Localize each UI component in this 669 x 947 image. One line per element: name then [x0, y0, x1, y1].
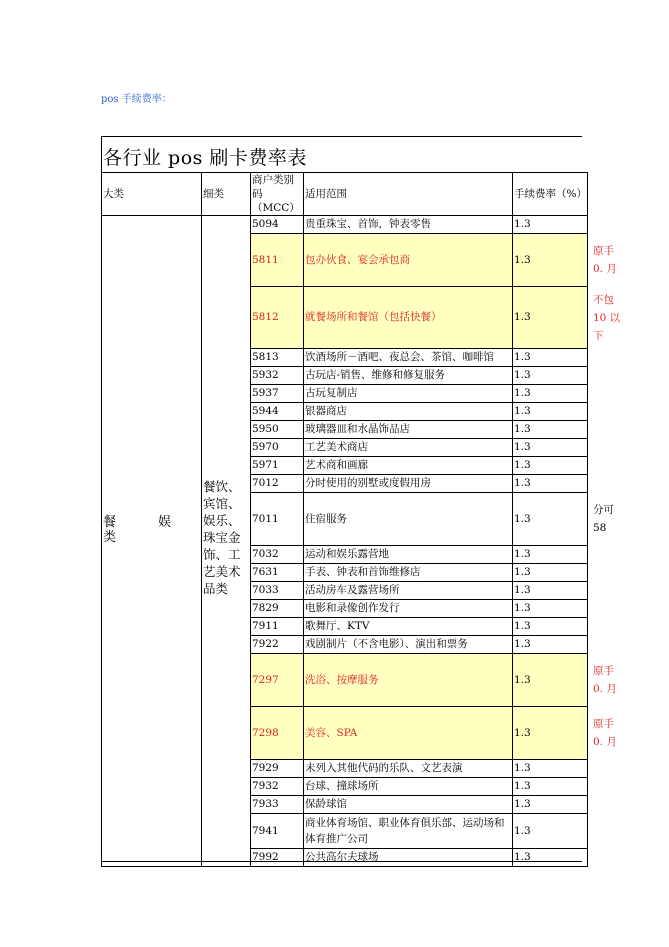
rate-cell: 1.3	[513, 778, 588, 796]
mcc-cell: 7932	[251, 778, 304, 796]
scope-cell: 古玩复制店	[304, 385, 513, 403]
mcc-cell: 7033	[251, 582, 304, 600]
scope-cell: 贵重珠宝、首饰，钟表零售	[304, 216, 513, 234]
note-cell	[587, 814, 627, 849]
rate-cell: 1.3	[513, 403, 588, 421]
scope-cell: 手表、钟表和首饰维修店	[304, 564, 513, 582]
scope-cell: 银器商店	[304, 403, 513, 421]
rate-cell: 1.3	[513, 796, 588, 814]
rate-cell: 1.3	[513, 234, 588, 287]
note-cell	[587, 778, 627, 796]
rate-cell: 1.3	[513, 287, 588, 349]
scope-cell: 未列入其他代码的乐队、文艺表演	[304, 760, 513, 778]
header-major: 大类	[102, 173, 202, 216]
note-cell	[587, 546, 627, 564]
mcc-cell: 7992	[251, 849, 304, 867]
major-category-char-3: 类	[103, 530, 117, 545]
mcc-cell: 5970	[251, 439, 304, 457]
mcc-cell: 5950	[251, 421, 304, 439]
note-cell	[587, 439, 627, 457]
note-cell: 分可 58	[592, 504, 614, 534]
note-cell	[587, 385, 627, 403]
scope-cell: 公共高尔夫球场	[304, 849, 513, 867]
note-cell	[587, 367, 627, 385]
mcc-cell: 5937	[251, 385, 304, 403]
intro-text: pos 手续费率：	[101, 94, 172, 105]
mcc-cell: 7011	[251, 493, 304, 546]
rate-cell: 1.3	[513, 849, 588, 867]
rate-cell: 1.3	[513, 367, 588, 385]
note-cell: 原手 0. 月	[592, 665, 617, 695]
mcc-cell: 7941	[251, 814, 304, 849]
note-cell	[587, 403, 627, 421]
rate-cell: 1.3	[513, 475, 588, 493]
scope-cell: 台球、撞球场所	[304, 778, 513, 796]
frame-top-border	[101, 136, 582, 137]
mcc-cell: 5971	[251, 457, 304, 475]
mcc-cell: 5813	[251, 349, 304, 367]
table-title: 各行业 pos 刷卡费率表	[103, 147, 307, 169]
scope-cell: 玻璃器皿和水晶饰品店	[304, 421, 513, 439]
note-cell	[587, 849, 627, 867]
rate-cell: 1.3	[513, 564, 588, 582]
note-cell	[587, 457, 627, 475]
mcc-cell: 5932	[251, 367, 304, 385]
note-cell: 不包 10 以下	[592, 293, 621, 342]
rate-cell: 1.3	[513, 457, 588, 475]
note-cell	[587, 760, 627, 778]
header-scope: 适用范围	[304, 173, 513, 216]
mcc-cell: 7911	[251, 618, 304, 636]
mcc-cell: 7933	[251, 796, 304, 814]
note-cell: 原手 0. 月	[592, 718, 617, 748]
mcc-cell: 7012	[251, 475, 304, 493]
scope-cell: 分时使用的别墅或度假用房	[304, 475, 513, 493]
mcc-cell: 7032	[251, 546, 304, 564]
rate-cell: 1.3	[513, 493, 588, 546]
header-sub: 细类	[202, 173, 251, 216]
scope-cell: 古玩店-销售、维修和修复服务	[304, 367, 513, 385]
header-mcc: 商户类别码（MCC）	[251, 173, 304, 216]
note-cell	[587, 475, 627, 493]
mcc-cell: 7929	[251, 760, 304, 778]
scope-cell: 商业体育场馆、职业体育俱乐部、运动场和体育推广公司	[304, 814, 513, 849]
scope-cell: 保龄球馆	[304, 796, 513, 814]
mcc-cell: 7631	[251, 564, 304, 582]
rate-cell: 1.3	[513, 707, 588, 760]
mcc-cell: 5812	[251, 287, 304, 349]
header-rate: 手续费率（%）	[513, 173, 588, 216]
rate-cell: 1.3	[513, 421, 588, 439]
scope-cell: 运动和娱乐露营地	[304, 546, 513, 564]
rate-cell: 1.3	[513, 216, 588, 234]
note-cell	[587, 796, 627, 814]
note-cell	[587, 636, 627, 654]
mcc-cell: 5811	[251, 234, 304, 287]
scope-cell: 活动房车及露营场所	[304, 582, 513, 600]
major-category-cell	[102, 216, 202, 867]
mcc-cell: 5944	[251, 403, 304, 421]
note-cell	[587, 600, 627, 618]
note-cell	[587, 618, 627, 636]
rate-cell: 1.3	[513, 636, 588, 654]
fee-rate-table	[101, 172, 628, 867]
rate-cell: 1.3	[513, 439, 588, 457]
mcc-cell: 7829	[251, 600, 304, 618]
rate-cell: 1.3	[513, 760, 588, 778]
note-cell	[587, 216, 627, 234]
rate-cell: 1.3	[513, 385, 588, 403]
scope-cell: 艺术商和画廊	[304, 457, 513, 475]
sub-category-label: 餐饮、宾馆、娱乐、珠宝金饰、工艺美术品类	[203, 478, 241, 596]
major-category-char-1: 餐	[103, 515, 117, 530]
note-cell: 原手 0. 月	[592, 245, 617, 275]
mcc-cell: 7922	[251, 636, 304, 654]
major-category-char-2: 娱	[158, 515, 172, 530]
mcc-cell: 7298	[251, 707, 304, 760]
rate-cell: 1.3	[513, 814, 588, 849]
scope-cell: 歌舞厅、KTV	[304, 618, 513, 636]
rate-cell: 1.3	[513, 546, 588, 564]
header-row	[102, 173, 628, 216]
scope-cell: 饮酒场所－酒吧、夜总会、茶馆、咖啡馆	[304, 349, 513, 367]
note-cell	[587, 349, 627, 367]
scope-cell: 工艺美术商店	[304, 439, 513, 457]
sub-category-cell	[202, 216, 251, 867]
rate-cell: 1.3	[513, 600, 588, 618]
rate-cell: 1.3	[513, 618, 588, 636]
mcc-cell: 7297	[251, 654, 304, 707]
scope-cell: 美容、SPA	[304, 707, 513, 760]
scope-cell: 包办伙食、宴会承包商	[304, 234, 513, 287]
header-note	[587, 173, 627, 216]
scope-cell: 戏剧制片（不含电影）、演出和票务	[304, 636, 513, 654]
note-cell	[587, 564, 627, 582]
mcc-cell: 5094	[251, 216, 304, 234]
note-cell	[587, 582, 627, 600]
note-cell	[587, 421, 627, 439]
scope-cell: 住宿服务	[304, 493, 513, 546]
scope-cell: 洗浴、按摩服务	[304, 654, 513, 707]
rate-cell: 1.3	[513, 654, 588, 707]
scope-cell: 就餐场所和餐馆（包括快餐）	[304, 287, 513, 349]
scope-cell: 电影和录像创作发行	[304, 600, 513, 618]
rate-cell: 1.3	[513, 349, 588, 367]
table-row	[102, 216, 628, 234]
rate-cell: 1.3	[513, 582, 588, 600]
